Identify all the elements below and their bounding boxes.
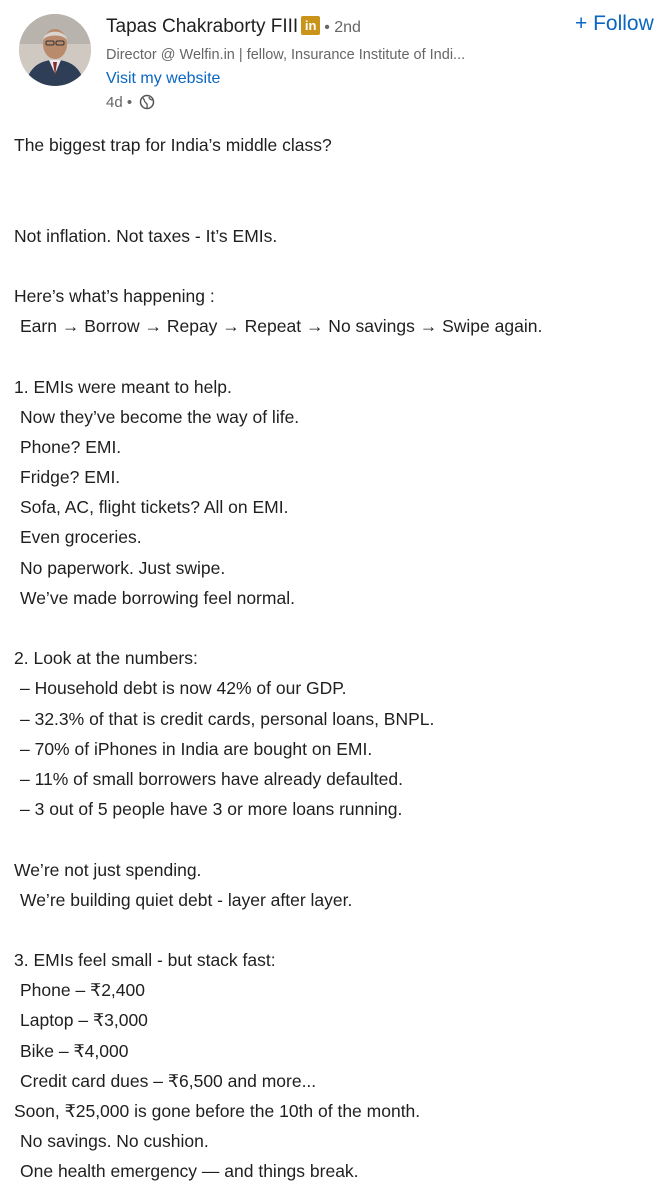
post-line: One health emergency — and things break. <box>20 1161 359 1182</box>
post-age: 4d • <box>106 94 133 111</box>
post-line: – 11% of small borrowers have already defaulted. <box>20 768 403 789</box>
post-line: Not inflation. Not taxes - It’s EMIs. <box>14 225 278 246</box>
author-avatar[interactable] <box>19 14 91 86</box>
blank-line <box>14 915 659 945</box>
post-line: Bike – ₹4,000 <box>20 1040 129 1061</box>
post-line: We’re building quiet debt - layer after layer. <box>20 889 353 910</box>
post-line: Laptop – ₹3,000 <box>20 1010 148 1031</box>
post-line: – 32.3% of that is credit cards, personal loans, BNPL. <box>20 708 435 729</box>
avatar-photo <box>19 14 91 86</box>
author-name[interactable]: Tapas Chakraborty FIII <box>106 16 299 37</box>
post-text <box>14 130 659 1187</box>
blank-line <box>14 824 659 854</box>
post-line: Soon, ₹25,000 is gone before the 10th of the month. <box>14 1101 421 1121</box>
globe-icon <box>139 94 155 114</box>
post-line: Even groceries. <box>20 527 142 548</box>
post-line: 2. Look at the numbers: <box>14 648 198 669</box>
post-line: We’ve made borrowing feel normal. <box>20 587 295 608</box>
post-line: Credit card dues – ₹6,500 and more... <box>20 1070 317 1091</box>
post-line: – Household debt is now 42% of our GDP. <box>20 678 347 699</box>
post-line: 1. EMIs were meant to help. <box>14 376 232 397</box>
post-line: Sofa, AC, flight tickets? All on EMI. <box>20 497 289 518</box>
post-line: 3. EMIs feel small - but stack fast: <box>14 950 276 971</box>
connection-degree: • 2nd <box>324 19 361 36</box>
post-line: We’re not just spending. <box>14 859 202 880</box>
post-line: Phone? EMI. <box>20 436 122 457</box>
post-line: No paperwork. Just swipe. <box>20 557 226 578</box>
post-line: Fridge? EMI. <box>20 467 121 488</box>
blank-line <box>14 251 659 281</box>
post-line: The biggest trap for India’s middle class? <box>14 135 332 155</box>
post-line: Earn → Borrow → Repay → Repeat → No savings → Swipe again. <box>20 316 543 337</box>
blank-line <box>14 613 659 643</box>
post-line: Now they’ve become the way of life. <box>20 406 300 427</box>
post-line: Here’s what’s happening : <box>14 285 215 306</box>
visit-website-link[interactable]: Visit my website <box>106 70 221 87</box>
blank-line <box>14 190 659 220</box>
post-line: Phone – ₹2,400 <box>20 980 145 1001</box>
post-line: No savings. No cushion. <box>20 1131 209 1152</box>
blank-line <box>14 160 659 190</box>
author-headline: Director @ Welfin.in | fellow, Insurance Institute of Indi... <box>106 47 466 63</box>
post-header <box>0 0 667 125</box>
blank-line <box>14 341 659 371</box>
linkedin-premium-badge-icon: in <box>301 16 320 35</box>
follow-button[interactable]: + Follow <box>575 12 654 35</box>
post-line: – 3 out of 5 people have 3 or more loans running. <box>20 799 403 820</box>
post-line: – 70% of iPhones in India are bought on EMI. <box>20 738 373 759</box>
post-timestamp <box>106 94 155 114</box>
author-name-row <box>106 16 361 38</box>
